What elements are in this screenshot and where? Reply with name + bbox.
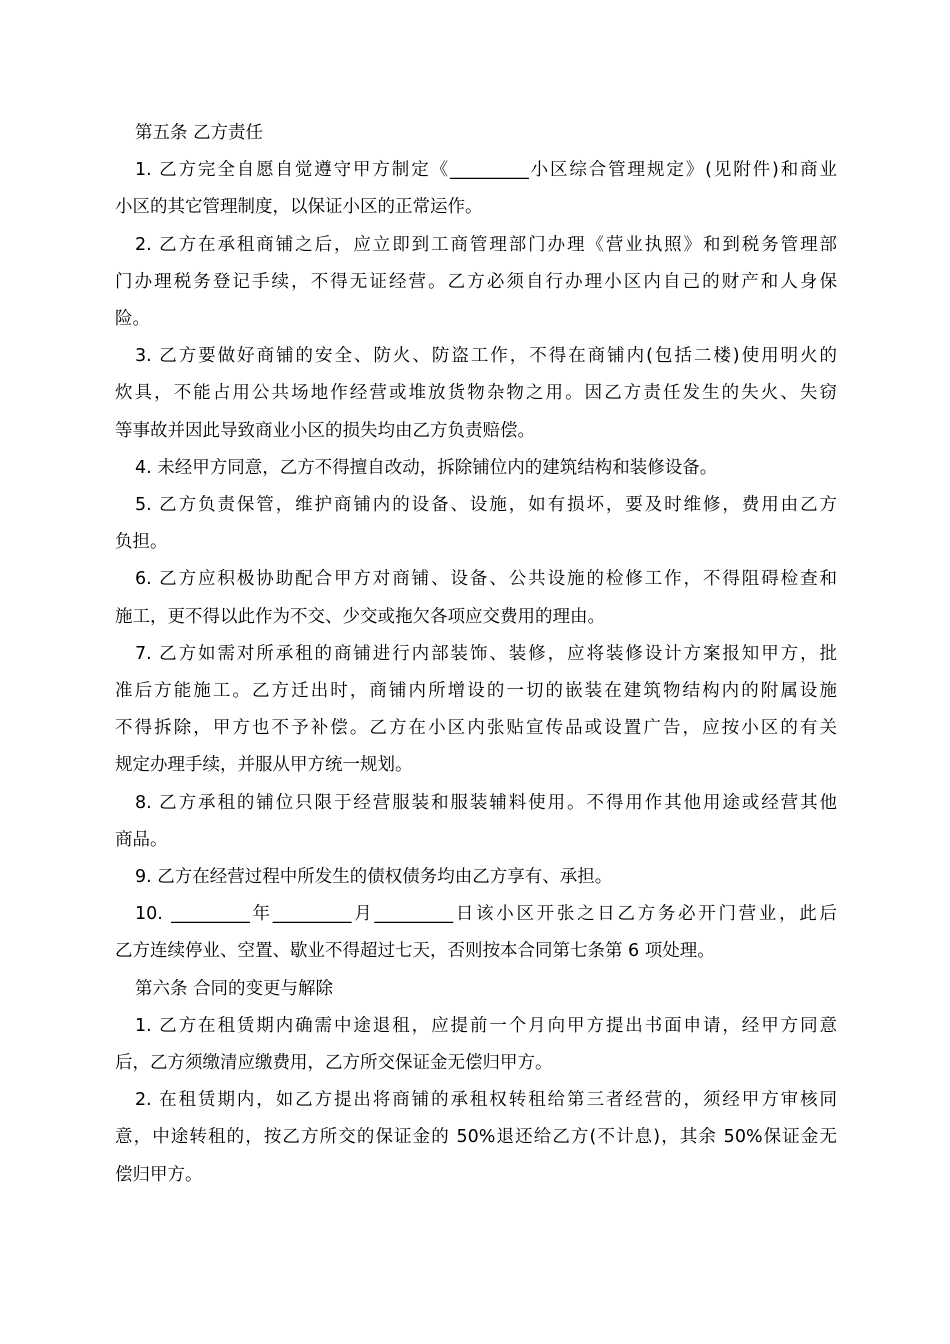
- paragraph-line: 商品。: [115, 829, 168, 850]
- paragraph-line: 1. 乙方完全自愿自觉遵守甲方制定《_________小区综合管理规定》(见附件)和商业: [135, 160, 837, 181]
- paragraph-line: 7. 乙方如需对所承租的商铺进行内部装饰、装修，应将装修设计方案报知甲方，批: [135, 643, 837, 664]
- paragraph-line: 负担。: [115, 532, 168, 553]
- paragraph-line: 规定办理手续，并服从甲方统一规划。: [115, 755, 413, 776]
- paragraph-line: 乙方连续停业、空置、歇业不得超过七天，否则按本合同第七条第 6 项处理。: [115, 941, 715, 962]
- paragraph-line: 等事故并因此导致商业小区的损失均由乙方负责赔偿。: [115, 420, 535, 441]
- paragraph-line: 不得拆除，甲方也不予补偿。乙方在小区内张贴宣传品或设置广告，应按小区的有关: [115, 718, 837, 739]
- section-heading: 第六条 合同的变更与解除: [135, 978, 334, 999]
- paragraph-line: 4. 未经甲方同意，乙方不得擅自改动，拆除铺位内的建筑结构和装修设备。: [135, 457, 718, 478]
- paragraph-line: 1. 乙方在租赁期内确需中途退租，应提前一个月向甲方提出书面申请，经甲方同意: [135, 1015, 837, 1036]
- paragraph-line: 门办理税务登记手续，不得无证经营。乙方必须自行办理小区内自己的财产和人身保: [115, 271, 837, 292]
- paragraph-line: 10. _________年_________月_________日该小区开张之日乙方务必开门营业，此后: [135, 904, 837, 925]
- paragraph-line: 偿归甲方。: [115, 1164, 203, 1185]
- paragraph-line: 小区的其它管理制度，以保证小区的正常运作。: [115, 197, 483, 218]
- paragraph-line: 9. 乙方在经营过程中所发生的债权债务均由乙方享有、承担。: [135, 867, 613, 887]
- section-heading: 第五条 乙方责任: [135, 123, 264, 143]
- paragraph-line: 准后方能施工。乙方迁出时，商铺内所增设的一切的嵌装在建筑物结构内的附属设施: [115, 681, 837, 701]
- paragraph-line: 施工，更不得以此作为不交、少交或拖欠各项应交费用的理由。: [115, 606, 605, 627]
- paragraph-line: 6. 乙方应积极协助配合甲方对商铺、设备、公共设施的检修工作，不得阻碍检查和: [135, 569, 837, 590]
- paragraph-line: 炊具，不能占用公共场地作经营或堆放货物杂物之用。因乙方责任发生的失火、失窃: [115, 383, 837, 404]
- paragraph-line: 2. 在租赁期内，如乙方提出将商铺的承租权转租给第三者经营的，须经甲方审核同: [135, 1090, 837, 1111]
- paragraph-line: 8. 乙方承租的铺位只限于经营服装和服装辅料使用。不得用作其他用途或经营其他: [135, 792, 837, 813]
- paragraph-line: 后，乙方须缴清应缴费用，乙方所交保证金无偿归甲方。: [115, 1053, 553, 1073]
- paragraph-line: 3. 乙方要做好商铺的安全、防火、防盗工作，不得在商铺内(包括二楼)使用明火的: [135, 346, 837, 367]
- paragraph-line: 意，中途转租的，按乙方所交的保证金的 50%退还给乙方(不计息)，其余 50%保证金无: [115, 1127, 837, 1148]
- paragraph-line: 险。: [115, 309, 150, 329]
- paragraph-line: 5. 乙方负责保管，维护商铺内的设备、设施，如有损坏，要及时维修，费用由乙方: [135, 495, 837, 515]
- paragraph-line: 2. 乙方在承租商铺之后，应立即到工商管理部门办理《营业执照》和到税务管理部: [135, 234, 837, 255]
